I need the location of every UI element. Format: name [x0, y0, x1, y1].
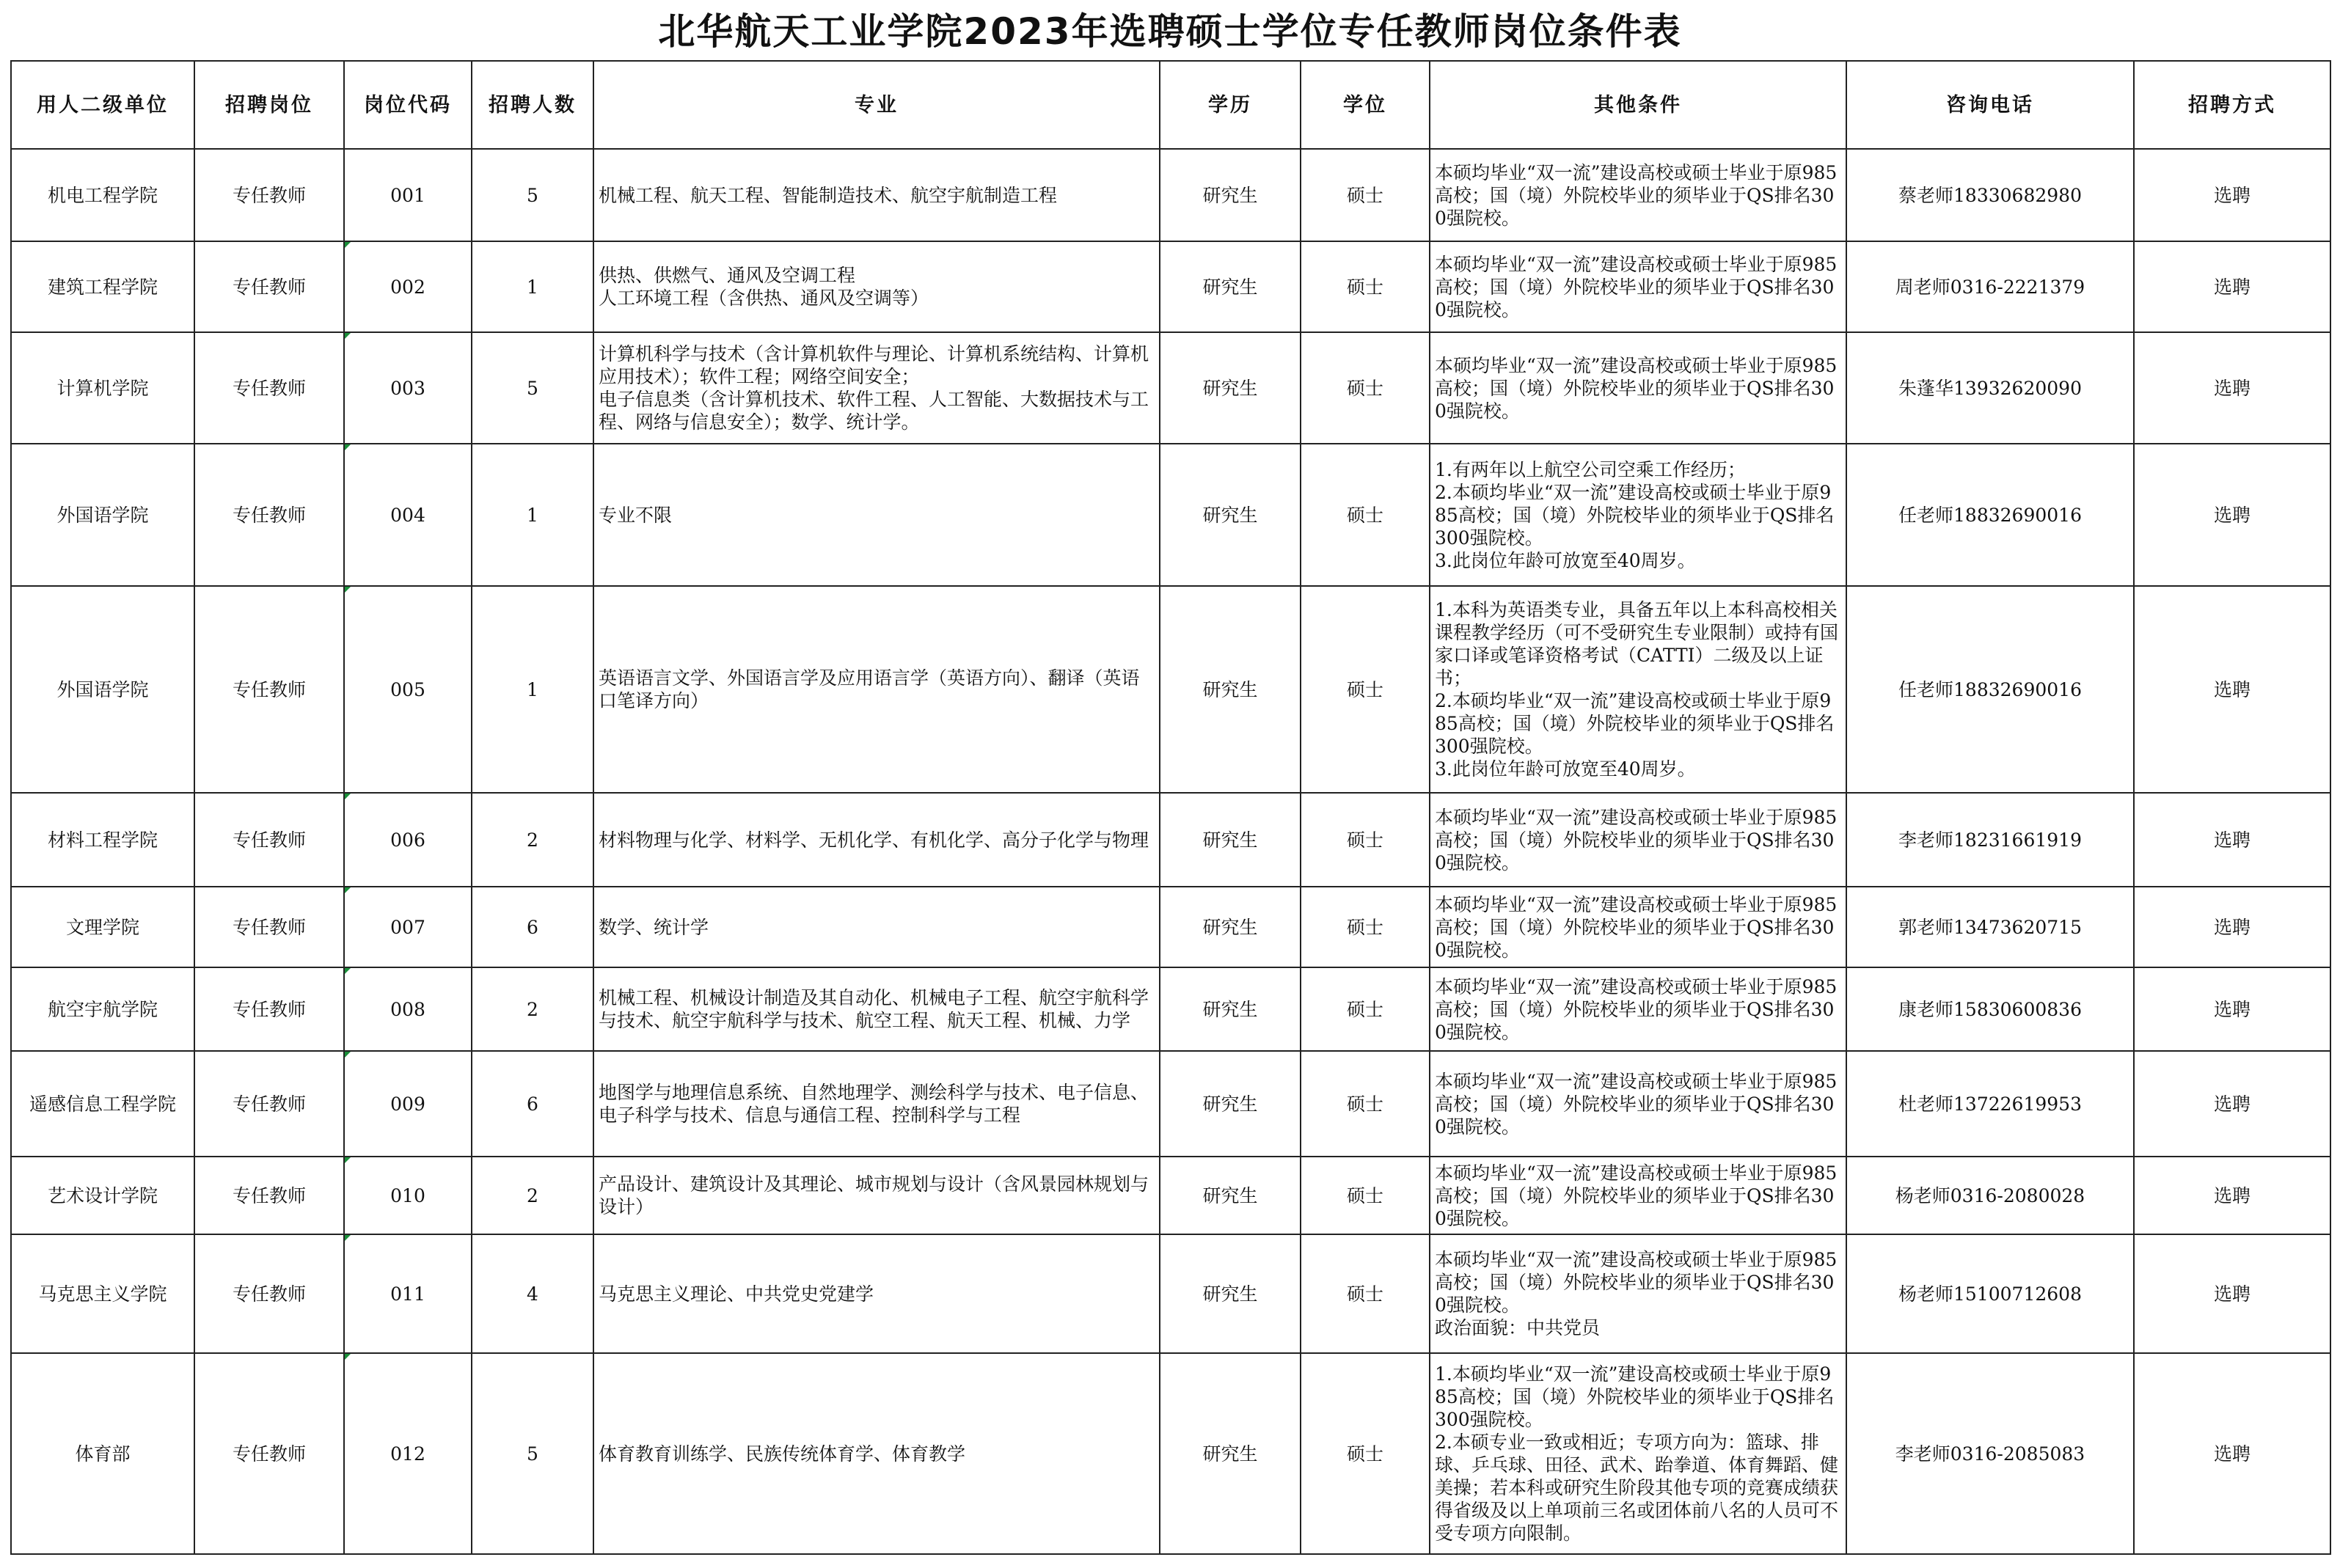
code-cell [344, 887, 472, 967]
code-cell [344, 332, 472, 444]
major-line: 地图学与地理信息系统、自然地理学、测绘科学与技术、电子信息、电子科学与技术、信息与通信工程、控制科学与工程 [599, 1082, 1149, 1126]
header-post: 招聘岗位 [194, 61, 344, 149]
code-cell [344, 793, 472, 887]
count-cell: 6 [472, 1051, 593, 1157]
page-title: 北华航天工业学院2023年选聘硕士学位专任教师岗位条件表 [658, 10, 1682, 53]
table-row [11, 887, 2330, 967]
conditions-cell [1430, 1157, 1846, 1234]
degree-cell: 硕士 [1301, 793, 1430, 887]
code-cell [344, 1353, 472, 1554]
cell-comment-marker [345, 887, 351, 893]
major-cell [593, 586, 1160, 793]
count-cell: 4 [472, 1234, 593, 1353]
post-cell: 专任教师 [194, 1157, 344, 1234]
conditions-cell [1430, 887, 1846, 967]
education-cell: 研究生 [1160, 967, 1301, 1051]
conditions-cell [1430, 332, 1846, 444]
unit-cell: 计算机学院 [11, 332, 194, 444]
condition-line: 本硕均毕业“双一流”建设高校或硕士毕业于原985高校；国（境）外院校毕业的须毕业于QS排名300强院校。 [1435, 893, 1838, 961]
major-cell [593, 887, 1160, 967]
table-row [11, 149, 2330, 241]
degree-cell: 硕士 [1301, 1157, 1430, 1234]
unit-cell: 文理学院 [11, 887, 194, 967]
conditions-cell [1430, 444, 1846, 586]
post-cell: 专任教师 [194, 1051, 344, 1157]
conditions-cell [1430, 1051, 1846, 1157]
education-cell: 研究生 [1160, 1051, 1301, 1157]
condition-line: 1.有两年以上航空公司空乘工作经历； [1435, 458, 1746, 480]
condition-line: 本硕均毕业“双一流”建设高校或硕士毕业于原985高校；国（境）外院校毕业的须毕业于QS排名300强院校。 [1435, 354, 1838, 422]
phone-cell: 李老师18231661919 [1846, 793, 2134, 887]
unit-cell: 外国语学院 [11, 586, 194, 793]
condition-line: 本硕均毕业“双一流”建设高校或硕士毕业于原985高校；国（境）外院校毕业的须毕业于QS排名300强院校。 [1435, 1162, 1838, 1229]
code-text: 007 [390, 916, 425, 938]
cell-comment-marker [345, 1157, 351, 1163]
education-cell: 研究生 [1160, 1234, 1301, 1353]
post-cell: 专任教师 [194, 887, 344, 967]
cell-comment-marker [345, 444, 351, 450]
post-cell: 专任教师 [194, 586, 344, 793]
phone-cell: 任老师18832690016 [1846, 586, 2134, 793]
phone-cell: 蔡老师18330682980 [1846, 149, 2134, 241]
unit-cell: 遥感信息工程学院 [11, 1051, 194, 1157]
degree-cell: 硕士 [1301, 1234, 1430, 1353]
cell-comment-marker [345, 1235, 351, 1241]
education-cell: 研究生 [1160, 332, 1301, 444]
major-line: 数学、统计学 [599, 916, 709, 938]
major-line: 人工环境工程（含供热、通风及空调等） [599, 287, 929, 309]
table-row [11, 332, 2330, 444]
unit-cell: 体育部 [11, 1353, 194, 1554]
code-text: 006 [390, 829, 425, 851]
unit-cell: 材料工程学院 [11, 793, 194, 887]
cell-comment-marker [345, 242, 351, 248]
degree-cell: 硕士 [1301, 586, 1430, 793]
post-cell: 专任教师 [194, 793, 344, 887]
education-cell: 研究生 [1160, 887, 1301, 967]
major-cell [593, 1353, 1160, 1554]
phone-cell: 任老师18832690016 [1846, 444, 2134, 586]
conditions-cell [1430, 586, 1846, 793]
code-cell [344, 1157, 472, 1234]
phone-cell: 朱蓬华13932620090 [1846, 332, 2134, 444]
major-line: 专业不限 [599, 504, 673, 526]
code-cell [344, 149, 472, 241]
education-cell: 研究生 [1160, 1157, 1301, 1234]
unit-cell: 机电工程学院 [11, 149, 194, 241]
post-cell: 专任教师 [194, 967, 344, 1051]
unit-cell: 建筑工程学院 [11, 241, 194, 332]
header-education: 学历 [1160, 61, 1301, 149]
condition-line: 本硕均毕业“双一流”建设高校或硕士毕业于原985高校；国（境）外院校毕业的须毕业于QS排名300强院校。 [1435, 806, 1838, 873]
degree-cell: 硕士 [1301, 332, 1430, 444]
condition-line: 本硕均毕业“双一流”建设高校或硕士毕业于原985高校；国（境）外院校毕业的须毕业于QS排名300强院校。 [1435, 1070, 1838, 1137]
post-cell: 专任教师 [194, 444, 344, 586]
position-table [10, 60, 2331, 1555]
post-cell: 专任教师 [194, 1353, 344, 1554]
post-cell: 专任教师 [194, 332, 344, 444]
code-cell [344, 444, 472, 586]
major-cell [593, 444, 1160, 586]
method-cell: 选聘 [2134, 887, 2330, 967]
major-cell [593, 1051, 1160, 1157]
phone-cell: 杨老师0316-2080028 [1846, 1157, 2134, 1234]
count-cell: 2 [472, 793, 593, 887]
unit-cell: 外国语学院 [11, 444, 194, 586]
method-cell: 选聘 [2134, 149, 2330, 241]
condition-line: 本硕均毕业“双一流”建设高校或硕士毕业于原985高校；国（境）外院校毕业的须毕业于QS排名300强院校。 [1435, 1249, 1838, 1316]
condition-line: 3.此岗位年龄可放宽至40周岁。 [1435, 758, 1696, 780]
major-cell [593, 149, 1160, 241]
code-text: 003 [390, 377, 425, 399]
code-text: 010 [390, 1184, 425, 1206]
phone-cell: 杜老师13722619953 [1846, 1051, 2134, 1157]
education-cell: 研究生 [1160, 444, 1301, 586]
count-cell: 2 [472, 1157, 593, 1234]
count-cell: 1 [472, 444, 593, 586]
condition-line: 1.本硕均毕业“双一流”建设高校或硕士毕业于原985高校；国（境）外院校毕业的须毕业于QS排名300强院校。 [1435, 1363, 1835, 1430]
header-unit: 用人二级单位 [11, 61, 194, 149]
unit-cell: 艺术设计学院 [11, 1157, 194, 1234]
conditions-cell [1430, 1234, 1846, 1353]
header-row [11, 61, 2330, 149]
degree-cell: 硕士 [1301, 241, 1430, 332]
condition-line: 3.此岗位年龄可放宽至40周岁。 [1435, 549, 1696, 571]
major-line: 英语语言文学、外国语言学及应用语言学（英语方向）、翻译（英语口笔译方向） [599, 667, 1140, 711]
phone-cell: 杨老师15100712608 [1846, 1234, 2134, 1353]
table-row [11, 1353, 2330, 1554]
code-cell [344, 241, 472, 332]
unit-cell: 航空宇航学院 [11, 967, 194, 1051]
major-cell [593, 793, 1160, 887]
conditions-cell [1430, 793, 1846, 887]
conditions-cell [1430, 967, 1846, 1051]
post-cell: 专任教师 [194, 241, 344, 332]
method-cell: 选聘 [2134, 1157, 2330, 1234]
condition-line: 2.本硕专业一致或相近；专项方向为：篮球、排球、乒乓球、田径、武术、跆拳道、体育舞蹈、健美操；若本科或研究生阶段其他专项的竞赛成绩获得省级及以上单项前三名或团体前八名的人员可不受专项方向限制。 [1435, 1432, 1839, 1544]
unit-cell: 马克思主义学院 [11, 1234, 194, 1353]
code-text: 001 [390, 184, 425, 206]
method-cell: 选聘 [2134, 241, 2330, 332]
count-cell: 6 [472, 887, 593, 967]
degree-cell: 硕士 [1301, 1353, 1430, 1554]
method-cell: 选聘 [2134, 444, 2330, 586]
phone-cell: 郭老师13473620715 [1846, 887, 2134, 967]
major-line: 电子信息类（含计算机技术、软件工程、人工智能、大数据技术与工程、网络与信息安全）；数学、统计学。 [599, 389, 1149, 433]
education-cell: 研究生 [1160, 241, 1301, 332]
education-cell: 研究生 [1160, 586, 1301, 793]
cell-comment-marker [345, 968, 351, 974]
phone-cell: 周老师0316-2221379 [1846, 241, 2134, 332]
method-cell: 选聘 [2134, 586, 2330, 793]
header-phone: 咨询电话 [1846, 61, 2134, 149]
post-cell: 专任教师 [194, 149, 344, 241]
code-text: 011 [390, 1283, 425, 1305]
method-cell: 选聘 [2134, 1353, 2330, 1554]
major-line: 计算机科学与技术（含计算机软件与理论、计算机系统结构、计算机应用技术）；软件工程；网络空间安全； [599, 343, 1149, 387]
table-row [11, 1234, 2330, 1353]
major-line: 供热、供燃气、通风及空调工程 [599, 265, 856, 286]
count-cell: 5 [472, 332, 593, 444]
count-cell: 1 [472, 586, 593, 793]
code-cell [344, 1234, 472, 1353]
major-cell [593, 967, 1160, 1051]
cell-comment-marker [345, 794, 351, 799]
code-text: 004 [390, 504, 425, 526]
count-cell: 5 [472, 1353, 593, 1554]
phone-cell: 康老师15830600836 [1846, 967, 2134, 1051]
major-cell [593, 1234, 1160, 1353]
degree-cell: 硕士 [1301, 1051, 1430, 1157]
table-row [11, 793, 2330, 887]
condition-line: 2.本硕均毕业“双一流”建设高校或硕士毕业于原985高校；国（境）外院校毕业的须毕业于QS排名300强院校。 [1435, 690, 1835, 757]
header-method: 招聘方式 [2134, 61, 2330, 149]
conditions-cell [1430, 1353, 1846, 1554]
table-row [11, 1157, 2330, 1234]
condition-line: 本硕均毕业“双一流”建设高校或硕士毕业于原985高校；国（境）外院校毕业的须毕业于QS排名300强院校。 [1435, 253, 1838, 320]
education-cell: 研究生 [1160, 149, 1301, 241]
major-line: 体育教育训练学、民族传统体育学、体育教学 [599, 1443, 966, 1465]
major-line: 机械工程、航天工程、智能制造技术、航空宇航制造工程 [599, 184, 1058, 206]
table-row [11, 241, 2330, 332]
cell-comment-marker [345, 1354, 351, 1360]
table-row [11, 967, 2330, 1051]
table-row [11, 1051, 2330, 1157]
method-cell: 选聘 [2134, 793, 2330, 887]
code-text: 008 [390, 998, 425, 1020]
code-cell [344, 1051, 472, 1157]
header-degree: 学位 [1301, 61, 1430, 149]
cell-comment-marker [345, 1052, 351, 1058]
condition-line: 本硕均毕业“双一流”建设高校或硕士毕业于原985高校；国（境）外院校毕业的须毕业于QS排名300强院校。 [1435, 161, 1838, 229]
degree-cell: 硕士 [1301, 444, 1430, 586]
conditions-cell [1430, 149, 1846, 241]
degree-cell: 硕士 [1301, 887, 1430, 967]
code-text: 012 [390, 1443, 425, 1465]
post-cell: 专任教师 [194, 1234, 344, 1353]
phone-cell: 李老师0316-2085083 [1846, 1353, 2134, 1554]
method-cell: 选聘 [2134, 967, 2330, 1051]
major-line: 马克思主义理论、中共党史党建学 [599, 1283, 874, 1305]
education-cell: 研究生 [1160, 793, 1301, 887]
method-cell: 选聘 [2134, 1234, 2330, 1353]
major-cell [593, 332, 1160, 444]
header-code: 岗位代码 [344, 61, 472, 149]
condition-line: 本硕均毕业“双一流”建设高校或硕士毕业于原985高校；国（境）外院校毕业的须毕业于QS排名300强院校。 [1435, 975, 1838, 1043]
code-cell [344, 586, 472, 793]
condition-line: 政治面貌：中共党员 [1435, 1317, 1601, 1338]
count-cell: 2 [472, 967, 593, 1051]
header-count: 招聘人数 [472, 61, 593, 149]
header-conditions: 其他条件 [1430, 61, 1846, 149]
code-text: 009 [390, 1093, 425, 1115]
method-cell: 选聘 [2134, 332, 2330, 444]
major-cell [593, 241, 1160, 332]
table-row [11, 444, 2330, 586]
major-line: 机械工程、机械设计制造及其自动化、机械电子工程、航空宇航科学与技术、航空宇航科学与技术、航空工程、航天工程、机械、力学 [599, 987, 1149, 1031]
degree-cell: 硕士 [1301, 149, 1430, 241]
condition-line: 1.本科为英语类专业，具备五年以上本科高校相关课程教学经历（可不受研究生专业限制）或持有国家口译或笔译资格考试（CATTI）二级及以上证书； [1435, 599, 1839, 689]
method-cell: 选聘 [2134, 1051, 2330, 1157]
code-cell [344, 967, 472, 1051]
degree-cell: 硕士 [1301, 967, 1430, 1051]
cell-comment-marker [345, 587, 351, 593]
condition-line: 2.本硕均毕业“双一流”建设高校或硕士毕业于原985高校；国（境）外院校毕业的须毕业于QS排名300强院校。 [1435, 481, 1835, 549]
cell-comment-marker [345, 333, 351, 339]
count-cell: 5 [472, 149, 593, 241]
major-line: 材料物理与化学、材料学、无机化学、有机化学、高分子化学与物理 [599, 829, 1149, 851]
major-line: 产品设计、建筑设计及其理论、城市规划与设计（含风景园林规划与设计） [599, 1173, 1149, 1217]
header-major: 专业 [593, 61, 1160, 149]
table-row [11, 586, 2330, 793]
code-text: 005 [390, 678, 425, 700]
major-cell [593, 1157, 1160, 1234]
code-text: 002 [390, 276, 425, 298]
count-cell: 1 [472, 241, 593, 332]
education-cell: 研究生 [1160, 1353, 1301, 1554]
conditions-cell [1430, 241, 1846, 332]
